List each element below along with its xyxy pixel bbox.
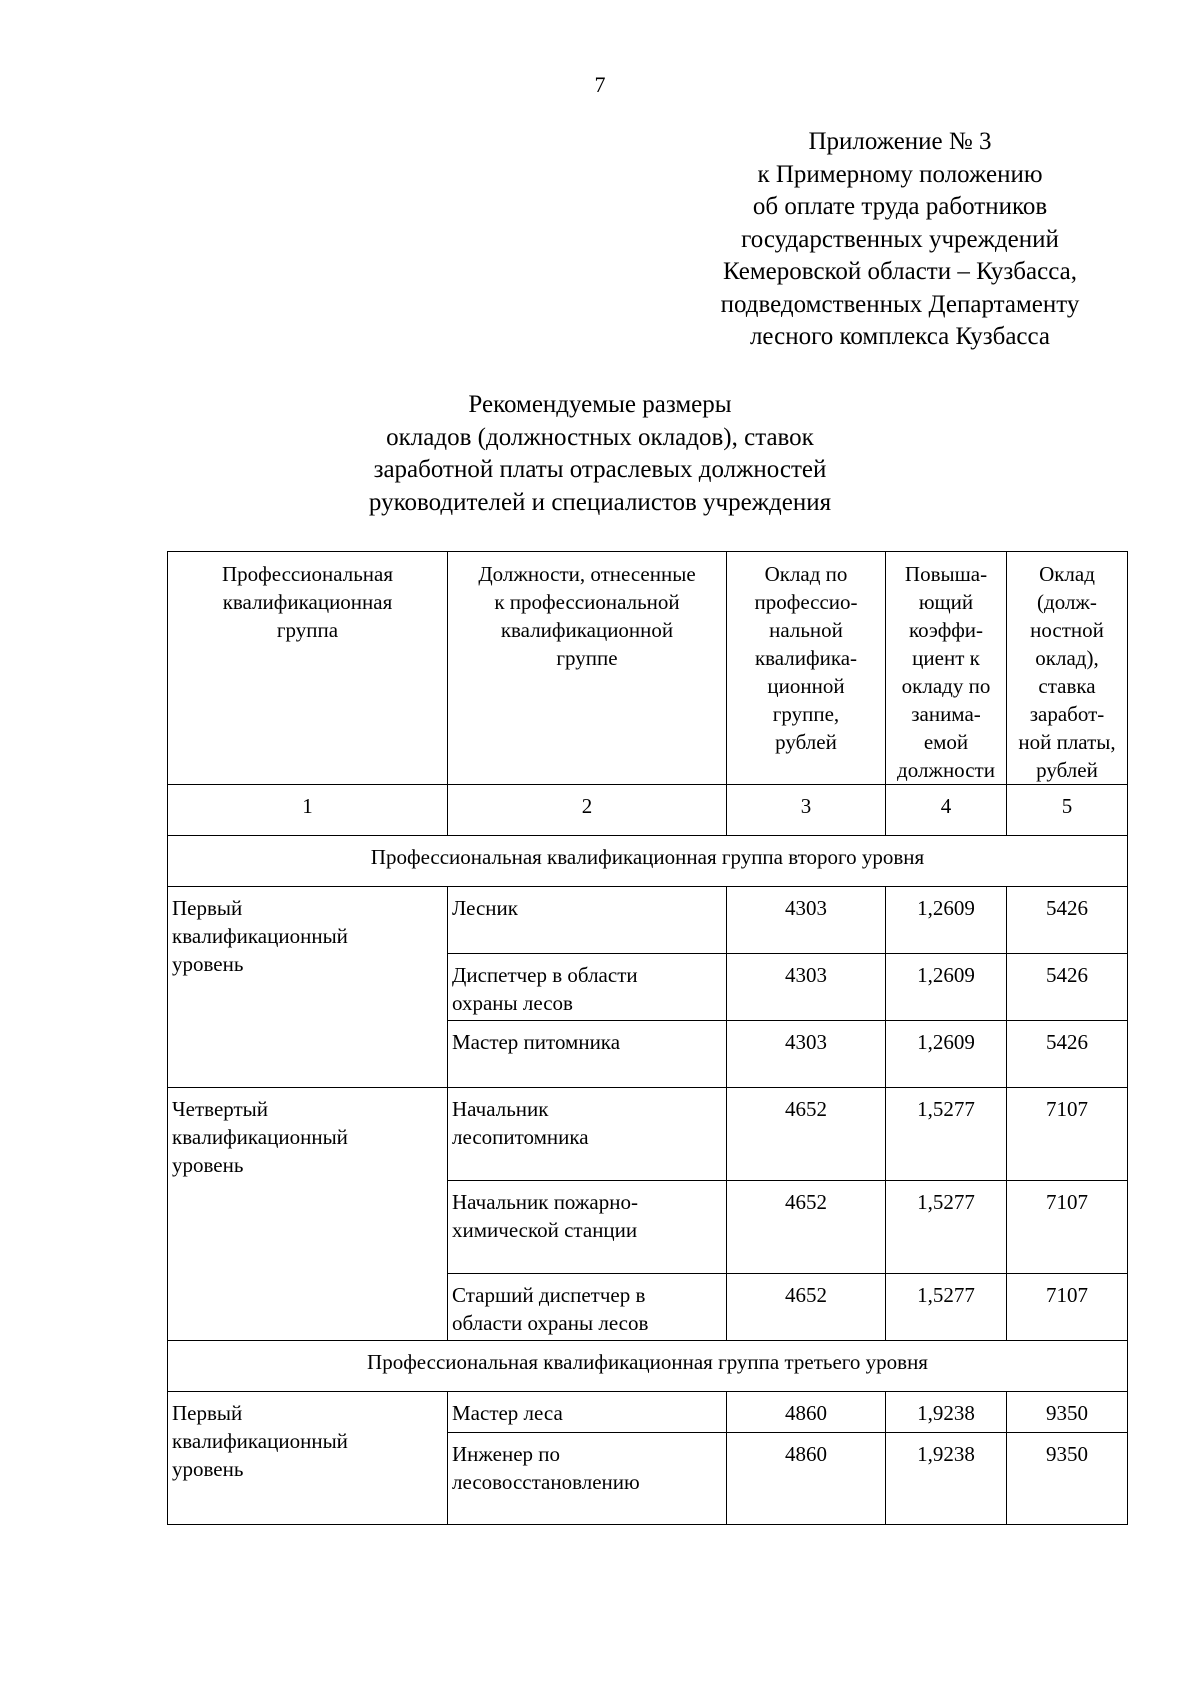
position-name bbox=[448, 1181, 727, 1274]
header-line: квалифика- bbox=[754, 646, 858, 670]
header-line: ной платы, bbox=[1018, 730, 1116, 754]
position-line: Мастер питомника bbox=[452, 1030, 621, 1054]
level-line: Первый bbox=[172, 1401, 243, 1425]
column-number-row bbox=[168, 785, 1128, 836]
title-line: Рекомендуемые размеры bbox=[468, 391, 732, 418]
base-salary: 4303 bbox=[727, 1021, 886, 1088]
level-line: квалификационный bbox=[172, 924, 348, 948]
column-number: 2 bbox=[448, 785, 727, 836]
position-name bbox=[448, 954, 727, 1021]
final-salary: 7107 bbox=[1007, 1088, 1128, 1181]
header-line: циент к bbox=[912, 646, 980, 670]
position-line: Старший диспетчер в bbox=[452, 1283, 646, 1307]
level-line: Четвертый bbox=[172, 1097, 269, 1121]
position-line: охраны лесов bbox=[452, 991, 573, 1015]
position-line: Лесник bbox=[452, 896, 518, 920]
coefficient: 1,9238 bbox=[886, 1392, 1007, 1433]
qualification-level bbox=[168, 1392, 448, 1525]
header-line: рублей bbox=[775, 730, 837, 754]
header-line: должности bbox=[897, 758, 995, 782]
position-line: Начальник bbox=[452, 1097, 549, 1121]
column-number: 4 bbox=[886, 785, 1007, 836]
table-header-row bbox=[168, 552, 1128, 785]
coefficient: 1,2609 bbox=[886, 887, 1007, 954]
coefficient: 1,5277 bbox=[886, 1181, 1007, 1274]
level-line: уровень bbox=[172, 1153, 244, 1177]
header-line: Должности, отнесенные bbox=[478, 562, 696, 586]
header-line: группе, bbox=[772, 702, 840, 726]
header-line: Оклад bbox=[1039, 562, 1095, 586]
header-line: группа bbox=[276, 618, 339, 642]
qualification-level bbox=[168, 887, 448, 1088]
coefficient: 1,5277 bbox=[886, 1274, 1007, 1341]
level-line: квалификационный bbox=[172, 1125, 348, 1149]
header-line: окладу по bbox=[901, 674, 991, 698]
header-line: заработ- bbox=[1029, 702, 1105, 726]
position-line: области охраны лесов bbox=[452, 1311, 649, 1335]
section-title: Профессиональная квалификационная группа второго уровня bbox=[168, 836, 1128, 887]
appendix-line: лесного комплекса Кузбасса bbox=[749, 323, 1051, 350]
position-name bbox=[448, 1021, 727, 1088]
position-name bbox=[448, 1392, 727, 1433]
header-line: квалификационной bbox=[500, 618, 674, 642]
position-line: Диспетчер в области bbox=[452, 963, 638, 987]
position-line: Мастер леса bbox=[452, 1401, 563, 1425]
header-line: ставка bbox=[1038, 674, 1096, 698]
appendix-line: подведомственных Департаменту bbox=[720, 290, 1080, 318]
header-line: Повыша- bbox=[904, 562, 988, 586]
salary-table bbox=[167, 551, 1128, 1525]
final-salary: 5426 bbox=[1007, 887, 1128, 954]
title-line: окладов (должностных окладов), ставок bbox=[386, 423, 814, 451]
position-name bbox=[448, 1088, 727, 1181]
table-row bbox=[168, 1088, 1128, 1181]
base-salary: 4303 bbox=[727, 887, 886, 954]
position-line: лесопитомника bbox=[452, 1125, 589, 1149]
level-line: уровень bbox=[172, 952, 244, 976]
coefficient: 1,9238 bbox=[886, 1433, 1007, 1525]
position-line: Инженер по bbox=[452, 1442, 561, 1466]
appendix-heading bbox=[680, 126, 1120, 354]
column-number: 3 bbox=[727, 785, 886, 836]
base-salary: 4652 bbox=[727, 1181, 886, 1274]
coefficient: 1,2609 bbox=[886, 954, 1007, 1021]
header-line: группе bbox=[556, 646, 618, 670]
title-line: заработной платы отраслевых должностей bbox=[373, 456, 827, 483]
coefficient: 1,5277 bbox=[886, 1088, 1007, 1181]
base-salary: 4303 bbox=[727, 954, 886, 1021]
header-line: к профессиональной bbox=[494, 590, 680, 614]
header-line: оклад), bbox=[1035, 646, 1099, 670]
header-line: коэффи- bbox=[908, 618, 984, 642]
appendix-line: Кемеровской области – Кузбасса, bbox=[723, 258, 1077, 285]
header-coefficient bbox=[886, 552, 1007, 785]
level-line: квалификационный bbox=[172, 1429, 348, 1453]
header-line: квалификационная bbox=[222, 590, 393, 614]
position-line: лесовосстановлению bbox=[452, 1470, 640, 1494]
column-number: 5 bbox=[1007, 785, 1128, 836]
final-salary: 5426 bbox=[1007, 954, 1128, 1021]
header-line: ционной bbox=[767, 674, 845, 698]
header-line: рублей bbox=[1036, 758, 1098, 782]
final-salary: 9350 bbox=[1007, 1392, 1128, 1433]
section-header-row bbox=[168, 836, 1128, 887]
base-salary: 4860 bbox=[727, 1433, 886, 1525]
header-line: ющий bbox=[918, 590, 974, 614]
table-row bbox=[168, 1392, 1128, 1433]
header-line: Оклад по bbox=[764, 562, 848, 586]
base-salary: 4652 bbox=[727, 1274, 886, 1341]
header-base-salary bbox=[727, 552, 886, 785]
level-line: уровень bbox=[172, 1457, 244, 1481]
header-line: нальной bbox=[769, 618, 843, 642]
appendix-line: к Примерному положению bbox=[757, 160, 1043, 188]
final-salary: 7107 bbox=[1007, 1274, 1128, 1341]
header-line: профессио- bbox=[754, 590, 858, 614]
base-salary: 4652 bbox=[727, 1088, 886, 1181]
header-final-salary bbox=[1007, 552, 1128, 785]
header-line: емой bbox=[923, 730, 969, 754]
column-number: 1 bbox=[168, 785, 448, 836]
header-line: ностной bbox=[1030, 618, 1104, 642]
section-title: Профессиональная квалификационная группа третьего уровня bbox=[168, 1341, 1128, 1392]
appendix-line: государственных учреждений bbox=[741, 225, 1059, 253]
final-salary: 5426 bbox=[1007, 1021, 1128, 1088]
position-name bbox=[448, 1274, 727, 1341]
header-line: занима- bbox=[911, 702, 981, 726]
position-line: химической станции bbox=[452, 1218, 638, 1242]
header-line: (долж- bbox=[1037, 590, 1097, 614]
final-salary: 9350 bbox=[1007, 1433, 1128, 1525]
header-line: Профессиональная bbox=[221, 562, 393, 586]
qualification-level bbox=[168, 1088, 448, 1341]
base-salary: 4860 bbox=[727, 1392, 886, 1433]
table-row bbox=[168, 887, 1128, 954]
level-line: Первый bbox=[172, 896, 243, 920]
coefficient: 1,2609 bbox=[886, 1021, 1007, 1088]
title-line: руководителей и специалистов учреждения bbox=[368, 488, 832, 516]
document-title bbox=[300, 389, 900, 519]
appendix-line: Приложение № 3 bbox=[808, 128, 992, 155]
position-line: Начальник пожарно- bbox=[452, 1190, 638, 1214]
appendix-line: об оплате труда работников bbox=[752, 193, 1048, 220]
position-name bbox=[448, 1433, 727, 1525]
section-header-row bbox=[168, 1341, 1128, 1392]
final-salary: 7107 bbox=[1007, 1181, 1128, 1274]
header-positions bbox=[448, 552, 727, 785]
header-qualification-group bbox=[168, 552, 448, 785]
page-number: 7 bbox=[594, 72, 606, 97]
position-name bbox=[448, 887, 727, 954]
